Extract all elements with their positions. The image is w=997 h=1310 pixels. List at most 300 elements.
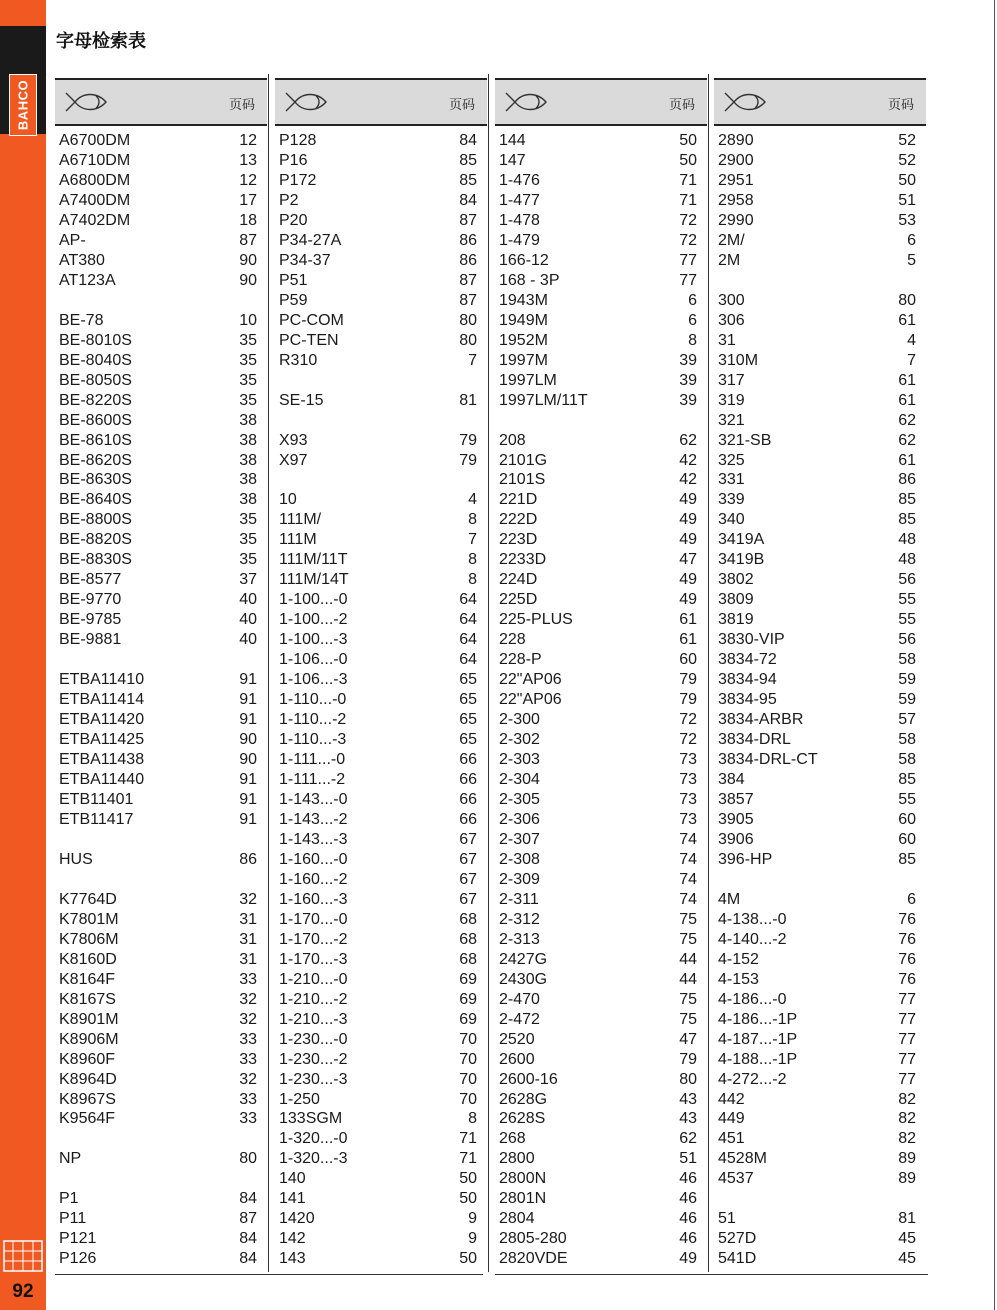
index-row (275, 451, 487, 471)
page-column-label: 页码 (228, 97, 255, 112)
index-row (714, 1129, 926, 1149)
index-row (275, 1229, 487, 1249)
product-code: 3809 (718, 591, 754, 609)
index-row (55, 970, 267, 990)
product-code: 2628S (499, 1110, 546, 1128)
product-code: P126 (59, 1250, 97, 1268)
index-row (495, 1169, 707, 1189)
index-row (55, 211, 267, 231)
product-code: BE-8610S (59, 431, 132, 449)
index-row (714, 750, 926, 770)
product-code: HUS (59, 850, 93, 868)
page-ref: 39 (679, 391, 697, 409)
product-code: 225-PLUS (499, 611, 573, 629)
index-column-3 (495, 78, 707, 1269)
index-row (714, 311, 926, 331)
page-ref: 79 (459, 431, 477, 449)
page-ref: 75 (679, 910, 697, 928)
page-ref: 49 (679, 571, 697, 589)
product-code: 1-100...-0 (279, 591, 348, 609)
page-ref: 75 (679, 990, 697, 1008)
page-ref: 89 (898, 1170, 916, 1188)
index-row (714, 451, 926, 471)
page-ref: 61 (898, 311, 916, 329)
index-row (55, 411, 267, 431)
page-ref: 33 (239, 970, 257, 988)
page-ref: 40 (239, 591, 257, 609)
page-ref: 65 (459, 731, 477, 749)
page-ref: 50 (459, 1170, 477, 1188)
index-row (495, 251, 707, 271)
product-code: ETBA11420 (59, 711, 145, 729)
product-code: 325 (718, 451, 745, 469)
index-rows (275, 126, 487, 1269)
index-row (55, 171, 267, 191)
index-row (495, 870, 707, 890)
product-code: BE-8600S (59, 411, 132, 429)
page-ref: 77 (898, 1030, 916, 1048)
page-ref: 67 (459, 870, 477, 888)
page-ref: 85 (898, 511, 916, 529)
product-code: 224D (499, 571, 538, 589)
product-code: 208 (499, 431, 526, 449)
index-row (275, 391, 487, 411)
index-row (55, 930, 267, 950)
index-row (55, 1249, 267, 1269)
product-code: 1-250 (279, 1090, 320, 1108)
product-code: 4-138...-0 (718, 910, 787, 928)
product-code: 3834-DRL-CT (718, 751, 818, 769)
index-row (275, 151, 487, 171)
index-row (275, 1129, 487, 1149)
index-row (55, 830, 267, 850)
product-code: P34-37 (279, 251, 331, 269)
index-row (714, 1249, 926, 1269)
index-row (55, 291, 267, 311)
index-rows (55, 126, 267, 1269)
index-row (275, 890, 487, 910)
page-ref: 76 (898, 970, 916, 988)
index-row (55, 1189, 267, 1209)
index-row (275, 850, 487, 870)
product-code: 2-312 (499, 910, 540, 928)
page-ref: 81 (459, 391, 477, 409)
page-ref: 77 (898, 1070, 916, 1088)
product-code: 3834-DRL (718, 731, 791, 749)
page-ref: 33 (239, 1110, 257, 1128)
index-row (495, 451, 707, 471)
product-code: 2-309 (499, 870, 540, 888)
product-code: ETBA11440 (59, 771, 145, 788)
index-row (275, 690, 487, 710)
product-code: 1-210...-2 (279, 990, 348, 1008)
index-row (275, 1070, 487, 1090)
product-code: 396-HP (718, 850, 773, 868)
index-row (275, 570, 487, 590)
sidebar-strip (0, 0, 46, 1310)
product-code: BE-9770 (59, 591, 122, 609)
page-ref: 77 (898, 990, 916, 1008)
page-ref: 49 (679, 531, 697, 549)
page-ref: 58 (898, 751, 916, 769)
page-ref: 74 (679, 870, 697, 888)
page-ref: 90 (239, 731, 257, 749)
product-code: 3834-94 (718, 671, 777, 689)
page-ref: 67 (459, 830, 477, 848)
index-row (495, 1189, 707, 1209)
page-ref: 66 (459, 751, 477, 769)
page-ref: 46 (679, 1210, 697, 1228)
page-ref: 68 (459, 950, 477, 968)
index-row (714, 850, 926, 870)
index-row (275, 1050, 487, 1070)
page-ref: 35 (239, 551, 257, 569)
page-ref: 33 (239, 1030, 257, 1048)
page-ref: 80 (459, 331, 477, 349)
page-ref: 33 (239, 1090, 257, 1108)
index-row (275, 770, 487, 790)
product-code: K9564F (59, 1110, 116, 1128)
index-row (714, 1109, 926, 1129)
product-code: AT123A (59, 271, 116, 289)
index-row (495, 211, 707, 231)
product-code: R310 (279, 351, 318, 369)
product-code: AP- (59, 231, 86, 249)
page-ref: 44 (679, 950, 697, 968)
page-ref: 8 (688, 331, 697, 349)
index-row (275, 830, 487, 850)
product-code: K8164F (59, 970, 116, 988)
product-code: 2-472 (499, 1010, 540, 1028)
product-code: 3419B (718, 551, 765, 569)
index-row (495, 1149, 707, 1169)
column-divider (268, 74, 269, 1272)
page-ref: 66 (459, 810, 477, 828)
page-ref: 18 (239, 211, 257, 229)
page-ref: 90 (239, 251, 257, 269)
page-ref: 58 (898, 651, 916, 669)
index-row (495, 1109, 707, 1129)
product-code: BE-8577 (59, 571, 122, 589)
index-row (275, 311, 487, 331)
index-row (714, 550, 926, 570)
index-row (275, 950, 487, 970)
index-row (714, 1070, 926, 1090)
product-code: 4537 (718, 1170, 754, 1188)
product-code: 111M/14T (279, 571, 349, 589)
product-code: 319 (718, 391, 745, 409)
page-ref: 74 (679, 830, 697, 848)
index-row (495, 1070, 707, 1090)
page-ref: 35 (239, 511, 257, 529)
index-row (495, 770, 707, 790)
product-code: 1-477 (499, 191, 540, 209)
index-row (55, 470, 267, 490)
grid-icon (3, 1240, 43, 1272)
product-code: 4M (718, 890, 741, 908)
product-code: BE-8620S (59, 451, 132, 469)
index-row (495, 570, 707, 590)
index-row (714, 530, 926, 550)
index-row (714, 1030, 926, 1050)
product-code: ETBA11410 (59, 671, 145, 689)
index-row (495, 910, 707, 930)
index-row (495, 530, 707, 550)
index-row (55, 1090, 267, 1110)
page-ref: 31 (239, 930, 257, 948)
product-code: P128 (279, 132, 317, 149)
index-row (55, 790, 267, 810)
page-ref: 31 (239, 950, 257, 968)
product-code: 142 (279, 1230, 306, 1248)
page-ref: 91 (239, 771, 257, 788)
page-ref: 62 (679, 431, 697, 449)
fish-icon (283, 90, 329, 114)
index-row (275, 490, 487, 510)
product-code: BE-8010S (59, 331, 132, 349)
index-row (55, 351, 267, 371)
product-code: 527D (718, 1230, 757, 1248)
index-row (714, 790, 926, 810)
index-row (495, 1229, 707, 1249)
index-row (495, 750, 707, 770)
page-ref: 50 (679, 151, 697, 169)
index-row (714, 690, 926, 710)
index-row (714, 1169, 926, 1189)
page-ref: 71 (459, 1130, 477, 1148)
product-code: K7801M (59, 910, 119, 928)
index-row (495, 131, 707, 151)
page-ref: 40 (239, 611, 257, 629)
index-row (714, 770, 926, 790)
index-row (714, 890, 926, 910)
product-code: BE-8630S (59, 471, 132, 489)
index-row (495, 590, 707, 610)
page-ref: 76 (898, 910, 916, 928)
index-row (714, 650, 926, 670)
index-row (275, 510, 487, 530)
page-ref: 64 (459, 591, 477, 609)
index-row (55, 730, 267, 750)
product-code: 141 (279, 1190, 306, 1208)
index-row (714, 131, 926, 151)
index-row (275, 610, 487, 630)
fish-icon (63, 90, 109, 114)
page-ref: 32 (239, 1010, 257, 1028)
product-code: 541D (718, 1250, 757, 1268)
index-row (495, 1129, 707, 1149)
index-row (55, 710, 267, 730)
index-row (275, 990, 487, 1010)
product-code: 4-272...-2 (718, 1070, 787, 1088)
product-code: 2101G (499, 451, 548, 469)
page-ref: 86 (239, 850, 257, 868)
index-row (55, 431, 267, 451)
page-ref: 87 (459, 271, 477, 289)
index-row (275, 790, 487, 810)
column-header (275, 78, 487, 126)
product-code: 1997LM/11T (499, 391, 588, 409)
index-row (495, 790, 707, 810)
page-ref: 87 (239, 1210, 257, 1228)
index-row (714, 351, 926, 371)
index-row (714, 610, 926, 630)
page-ref: 91 (239, 691, 257, 709)
page-ref: 79 (679, 691, 697, 709)
page-ref: 55 (898, 591, 916, 609)
product-code: 22"AP06 (499, 691, 562, 709)
product-code: 10 (279, 491, 297, 509)
index-row (275, 650, 487, 670)
index-row (55, 530, 267, 550)
product-code: 2-308 (499, 850, 540, 868)
product-code: BE-8220S (59, 391, 132, 409)
index-row (714, 970, 926, 990)
page-ref: 56 (898, 571, 916, 589)
product-code: 1-143...-3 (279, 830, 348, 848)
index-row (55, 231, 267, 251)
page-ref: 70 (459, 1050, 477, 1068)
index-column-2 (275, 78, 487, 1269)
index-row (55, 590, 267, 610)
product-code: BE-8050S (59, 371, 132, 389)
index-row (275, 670, 487, 690)
page-ref: 64 (459, 651, 477, 669)
page-ref: 66 (459, 771, 477, 788)
index-row (275, 1249, 487, 1269)
index-row (275, 1169, 487, 1189)
index-row (495, 710, 707, 730)
page-ref: 72 (679, 731, 697, 749)
product-code: 1952M (499, 331, 548, 349)
page-ref: 45 (898, 1230, 916, 1248)
index-row (55, 151, 267, 171)
product-code: 451 (718, 1130, 745, 1148)
page-ref: 64 (459, 631, 477, 649)
page-ref: 47 (679, 1030, 697, 1048)
product-code: 4-186...-1P (718, 1010, 798, 1028)
product-code: 300 (718, 291, 745, 309)
product-code: A7402DM (59, 211, 131, 229)
product-code: 4-188...-1P (718, 1050, 798, 1068)
page-ref: 69 (459, 970, 477, 988)
index-row (495, 490, 707, 510)
index-row (495, 830, 707, 850)
page-ref: 61 (679, 631, 697, 649)
product-code: K7764D (59, 890, 117, 908)
product-code: 2800 (499, 1150, 535, 1168)
index-row (55, 251, 267, 271)
product-code: 221D (499, 491, 538, 509)
index-rows (495, 126, 707, 1269)
page-ref: 65 (459, 711, 477, 729)
product-code: 1-230...-3 (279, 1070, 348, 1088)
product-code: 442 (718, 1090, 745, 1108)
column-divider (488, 74, 489, 1272)
page-ref: 85 (459, 171, 477, 189)
index-row (275, 171, 487, 191)
product-code: 1-160...-3 (279, 890, 348, 908)
page-ref: 17 (239, 191, 257, 209)
page-column-label: 页码 (668, 97, 695, 112)
index-column-4 (714, 78, 926, 1269)
page-ref: 7 (907, 351, 916, 369)
product-code: 449 (718, 1110, 745, 1128)
page-ref: 73 (679, 810, 697, 828)
product-code: 2233D (499, 551, 547, 569)
product-code: BE-9881 (59, 631, 122, 649)
index-row (714, 1010, 926, 1030)
page-ref: 50 (898, 171, 916, 189)
product-code: K8901M (59, 1010, 119, 1028)
product-code: 2-305 (499, 790, 540, 808)
page-ref: 87 (459, 211, 477, 229)
page-ref: 56 (898, 631, 916, 649)
page-ref: 6 (907, 890, 916, 908)
product-code: 2800N (499, 1170, 547, 1188)
page-ref: 64 (459, 611, 477, 629)
product-code: 2-304 (499, 771, 540, 788)
page-ref: 79 (679, 1050, 697, 1068)
index-row (275, 351, 487, 371)
page-ref: 59 (898, 691, 916, 709)
index-row (55, 490, 267, 510)
product-code: 4-152 (718, 950, 759, 968)
page-ref: 70 (459, 1090, 477, 1108)
product-code: 143 (279, 1250, 306, 1268)
product-code: 2-313 (499, 930, 540, 948)
column-header (55, 78, 267, 126)
page-ref: 6 (688, 311, 697, 329)
page-ref: 61 (898, 451, 916, 469)
product-code: 140 (279, 1170, 306, 1188)
product-code: 144 (499, 132, 526, 149)
product-code: P34-27A (279, 231, 342, 249)
index-row (714, 231, 926, 251)
page-ref: 85 (898, 850, 916, 868)
product-code: 3857 (718, 790, 754, 808)
index-row (714, 271, 926, 291)
index-row (495, 950, 707, 970)
index-row (495, 690, 707, 710)
index-row (275, 371, 487, 391)
page-ref: 5 (907, 251, 916, 269)
page-ref: 61 (679, 611, 697, 629)
product-code: 2600 (499, 1050, 535, 1068)
page-ref: 61 (898, 371, 916, 389)
index-row (55, 950, 267, 970)
index-row (495, 1010, 707, 1030)
index-row (714, 171, 926, 191)
product-code: 133SGM (279, 1110, 343, 1128)
index-row (55, 1149, 267, 1169)
product-code: BE-8830S (59, 551, 132, 569)
page-column-label: 页码 (448, 97, 475, 112)
page-ref: 65 (459, 671, 477, 689)
index-row (495, 391, 707, 411)
product-code: 331 (718, 471, 745, 489)
page-ref: 84 (459, 132, 477, 149)
page-ref: 91 (239, 711, 257, 729)
page-ref: 71 (679, 171, 697, 189)
index-row (495, 970, 707, 990)
product-code: 3819 (718, 611, 754, 629)
page-ref: 80 (898, 291, 916, 309)
product-code: AT380 (59, 251, 105, 269)
product-code: P51 (279, 271, 308, 289)
index-row (275, 870, 487, 890)
product-code: 2890 (718, 132, 754, 149)
